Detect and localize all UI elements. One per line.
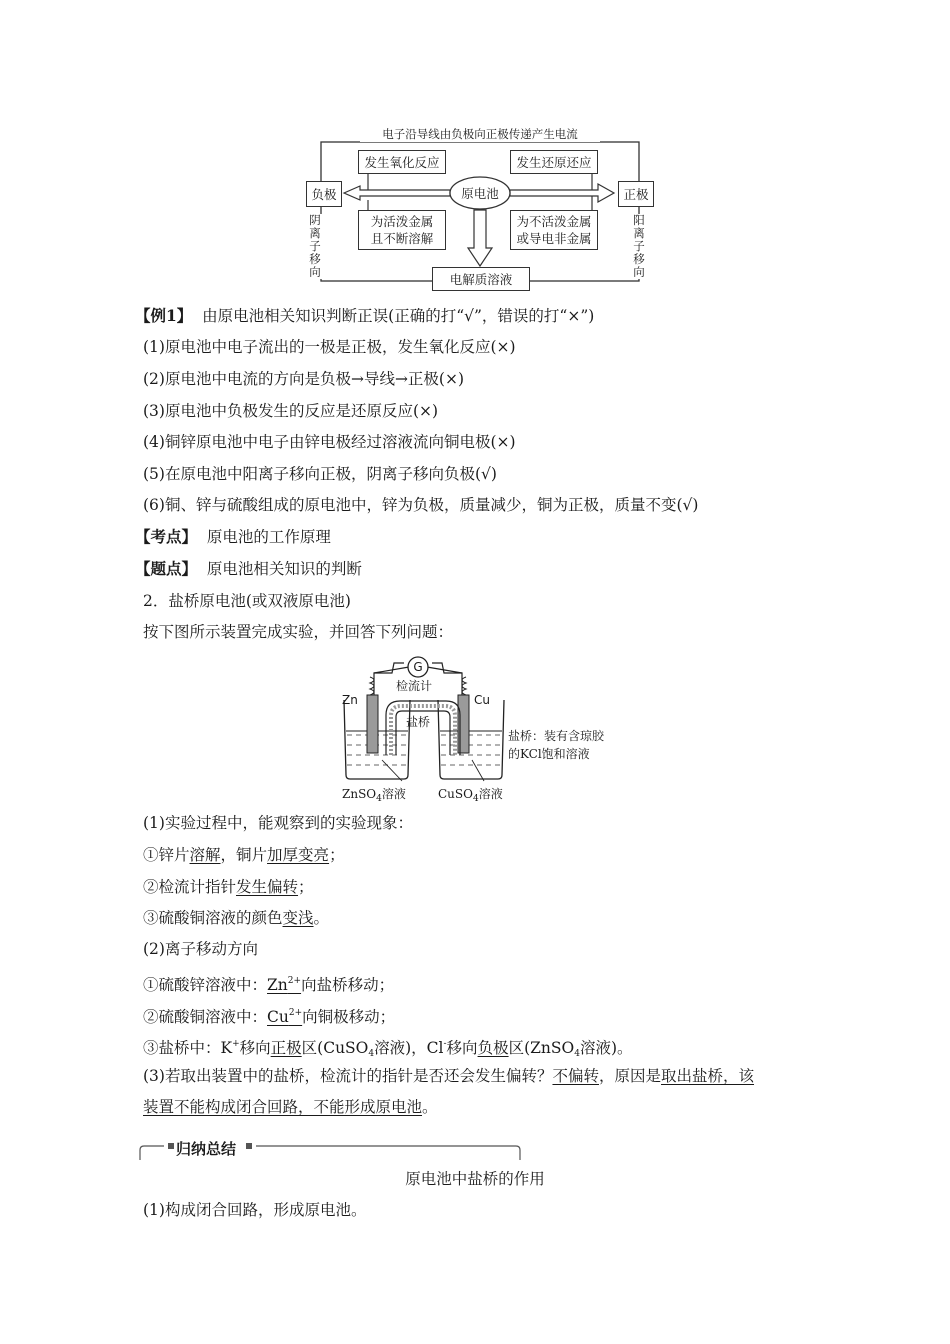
salt-bridge-note-line1: 盐桥：装有含琼胶 [508,729,605,743]
cation-direction-label: 阳 离 子 移 向 [633,213,645,279]
copper-label: Cu [474,693,490,707]
q1-answer-2: ②检流计指针发生偏转； [143,878,314,896]
kaodian-tag: 【考点】 [135,527,198,546]
node-electrolyte: 电解质溶液 [432,267,530,291]
answer-blank: $Zn^{2+}$ [267,976,302,994]
box-inactive-metal-line2: 或导电非金属 [516,231,592,246]
q3-line-1: (3)若取出装置中的盐桥，检流计的指针是否还会发生偏转？不偏转，原因是取出盐桥，该 [143,1067,755,1085]
tidian-tag: 【题点】 [135,559,198,578]
answer-blank: 溶解 [189,846,221,864]
box-inactive-metal-line1: 为不活泼金属 [516,214,592,229]
box-active-metal-line1: 为活泼金属 [370,214,434,229]
box-active-metal-line2: 且不断溶解 [370,231,434,246]
salt-bridge-note [508,727,604,763]
q2-answer-1: ①硫酸锌溶液中：$Zn^{2+}$向盐桥移动； [143,976,395,994]
zinc-label: Zn [342,693,358,707]
box-oxidation: 发生氧化反应 [358,150,446,174]
q2-title: (2)离子移动方向 [143,940,258,958]
answer-blank: 负极 [477,1039,509,1057]
tidian-line [135,558,362,580]
salt-bridge-apparatus [334,655,624,803]
salt-bridge-label: 盐桥 [406,715,431,729]
example-item-6: (6)铜、锌与硫酸组成的原电池中，锌为负极，质量减少，铜为正极，质量不变(√) [143,496,699,514]
node-negative: 负极 [306,181,342,207]
meter-label: 检流计 [396,679,433,693]
section-intro: 按下图所示装置完成实验，并回答下列问题： [143,623,454,641]
galvanometer-label: G [413,660,423,674]
tidian-text: 原电池相关知识的判断 [206,560,362,578]
example-tag: 【例1】 [135,306,193,325]
example-header [135,305,594,327]
section-heading: 2．盐桥原电池(或双液原电池) [143,592,351,610]
answer-blank: 加厚变亮 [267,846,330,864]
concept-diagram [300,118,660,294]
answer-blank: 正极 [270,1039,302,1057]
kaodian-text: 原电池的工作原理 [206,528,331,546]
q2-answer-2: ②硫酸铜溶液中：$Cu^{2+}$向铜极移动； [143,1008,396,1026]
answer-blank: 发生偏转 [236,878,299,896]
example-item-4: (4)铜锌原电池中电子由锌电极经过溶液流向铜电极(×) [143,433,516,451]
example-item-1: (1)原电池中电子流出的一极是正极，发生氧化反应(×) [143,338,516,356]
node-cell: 原电池 [461,186,499,201]
cuso4-label: CuSO$_4$溶液 [438,787,503,804]
q3-line-2: 装置不能构成闭合回路，不能形成原电池。 [143,1098,438,1116]
summary-heading: 原电池中盐桥的作用 [405,1170,545,1188]
example-prompt: 由原电池相关知识判断正误(正确的打“√”，错误的打“×”) [202,307,595,325]
answer-blank: $Cu^{2+}$ [267,1008,303,1026]
summary-label: 归纳总结 [176,1140,237,1158]
summary-item-1: (1)构成闭合回路，形成原电池。 [143,1201,367,1219]
box-reduction: 发生还原还应 [510,150,598,174]
q1-answer-1: ①锌片溶解，铜片加厚变亮； [143,846,345,864]
diagram-top-label: 电子沿导线由负极向正极传递产生电流 [360,126,600,142]
answer-blank: 变浅 [282,909,314,927]
example-item-2: (2)原电池中电流的方向是负极→导线→正极(×) [143,370,465,388]
answer-blank: 取出盐桥，该 [661,1067,755,1085]
anion-direction-label: 阴 离 子 移 向 [309,213,321,279]
q1-title: (1)实验过程中，能观察到的实验现象： [143,814,413,832]
example-item-5: (5)在原电池中阳离子移向正极，阴离子移向负极(√) [143,465,497,483]
box-active-metal [358,210,446,250]
node-positive: 正极 [618,181,654,207]
kaodian-line [135,526,331,548]
salt-bridge-note-line2: 的KCl饱和溶液 [508,747,590,761]
answer-blank: 装置不能构成闭合回路，不能形成原电池 [143,1098,423,1116]
q1-answer-3: ③硫酸铜溶液的颜色变浅。 [143,909,330,927]
example-item-3: (3)原电池中负极发生的反应是还原反应(×) [143,402,439,420]
box-inactive-metal [510,210,598,250]
q2-answer-3: ③盐桥中：K+移向正极区(CuSO$_4$溶液)，Cl-移向负极区(ZnSO$_4$溶液)。 [143,1039,633,1059]
answer-blank: 不偏转 [552,1067,599,1085]
znso4-label: ZnSO$_4$溶液 [342,787,406,804]
